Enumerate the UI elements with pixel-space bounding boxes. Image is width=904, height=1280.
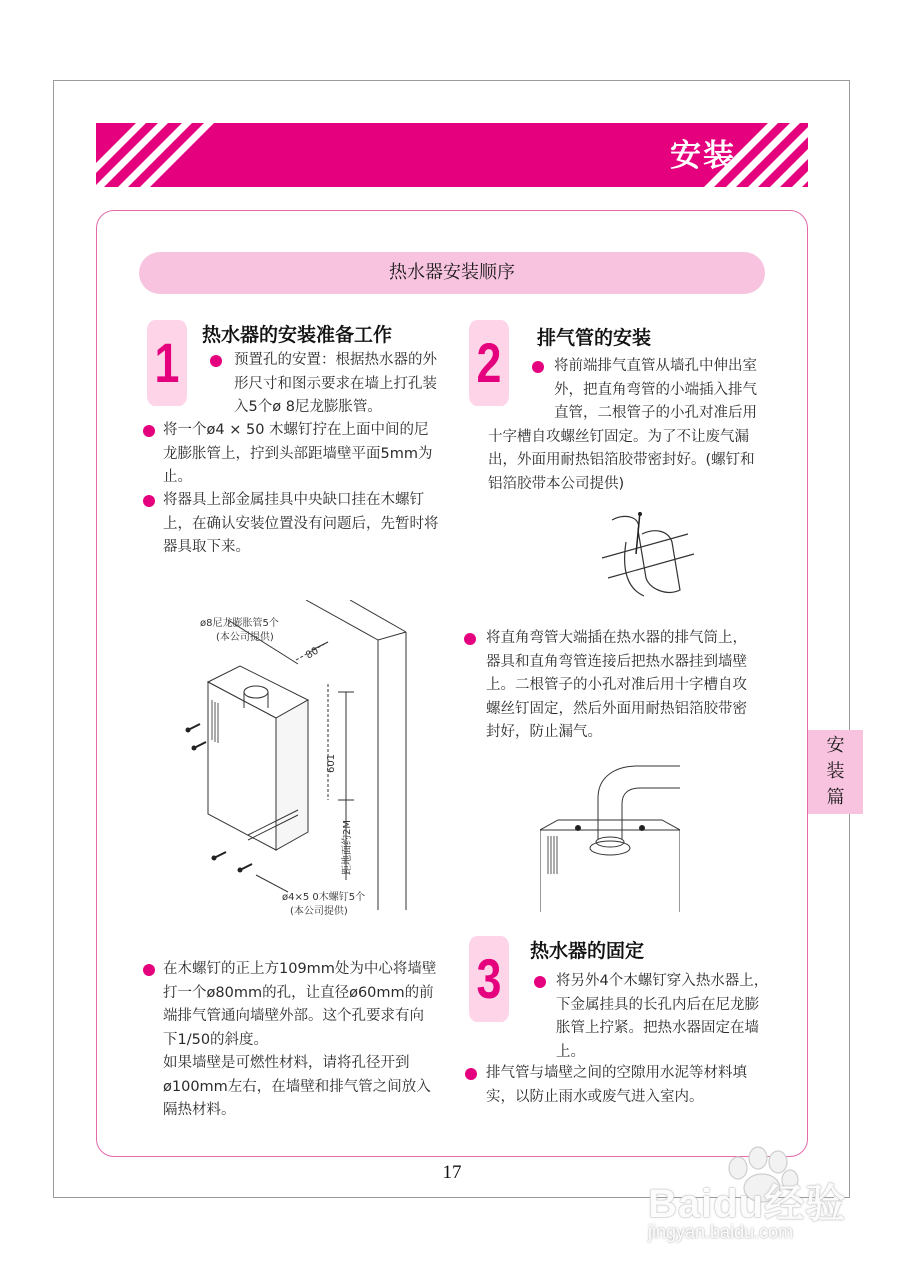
diagram-dim-601: 601 xyxy=(326,753,338,774)
pipe-tape-diagram xyxy=(598,508,698,604)
watermark-url: jingyan.baidu.com xyxy=(648,1222,794,1242)
heater-elbow-diagram xyxy=(540,762,680,912)
step-3-title: 热水器的固定 xyxy=(530,940,645,962)
diagram-label-anchors-note: (本公司提供) xyxy=(216,632,274,643)
diagram-dim-80: 80 xyxy=(304,645,321,662)
side-tab-char: 篇 xyxy=(826,787,845,808)
bullet-icon xyxy=(143,495,155,507)
bullet-icon xyxy=(210,355,222,367)
step-2-bullet-2: 将直角弯管大端插在热水器的排气筒上， 器具和直角弯管连接后把热水器挂到墙壁 上。二根管子的小孔对准后用十字槽自攻 螺丝钉固定，然后外面用耐热铝箔胶带密 封好，防止漏气。 xyxy=(486,630,747,740)
step-1-hole-instructions: 在木螺钉的正上方109mm处为中心将墙壁 打一个ø80mm的孔，让直径ø60mm的前 端排气管通向墙壁外部。这个孔要求有向 下1/50的斜度。 如果墙壁是可燃性材料，请将孔径开到 ø100mm左右，在墙壁和排气管之间放入 隔热材料。 xyxy=(163,961,437,1118)
installation-diagram xyxy=(178,600,418,910)
header-title: 安装 xyxy=(670,138,736,174)
side-tab-char: 安 xyxy=(826,735,845,756)
section-title: 热水器安装顺序 xyxy=(139,252,765,294)
side-tab-install[interactable] xyxy=(808,730,863,814)
bullet-icon xyxy=(143,425,155,437)
watermark-brand: Baidu经验 xyxy=(648,1182,847,1226)
step-2-badge: 2 xyxy=(469,320,509,406)
step-1-title: 热水器的安装准备工作 xyxy=(202,324,393,346)
step-3-bullet-2: 排气管与墙壁之间的空隙用水泥等材料填 实，以防止雨水或废气进入室内。 xyxy=(486,1065,747,1105)
step-1-bullet-3: 将器具上部金属挂具中央缺口挂在木螺钉 上，在确认安装位置没有问题后，先暂时将 器具取下来。 xyxy=(163,492,439,555)
step-1-bullet-1: 预置孔的安置：根据热水器的外 形尺寸和图示要求在墙上打孔装 入5个ø 8尼龙膨胀管。 xyxy=(234,352,437,415)
bullet-icon xyxy=(465,1068,477,1080)
bullet-icon xyxy=(143,964,155,976)
side-tab-char: 装 xyxy=(826,761,845,782)
bullet-icon xyxy=(464,633,476,645)
bullet-icon xyxy=(534,976,546,988)
step-2-title: 排气管的安装 xyxy=(537,327,652,349)
diagram-dim-floor: 距地面约2M xyxy=(342,820,353,875)
page-number: 17 xyxy=(442,1162,462,1183)
step-2-bullet-1: 将前端排气直管从墙孔中伸出室 外，把直角弯管的小端插入排气 直管，二根管子的小孔对准后用 十字槽自攻螺丝钉固定。为了不让废气漏 出，外面用耐热铝箔胶带密封好。(螺钉和 铝箔胶带本公司提供) xyxy=(488,358,757,492)
step-1-badge: 1 xyxy=(147,320,187,406)
diagram-label-screws: ø4×5 0木螺钉5个 xyxy=(282,892,366,903)
step-1-bullet-2: 将一个ø4 × 50 木螺钉拧在上面中间的尼 龙膨胀管上，拧到头部距墙壁平面5mm为 止。 xyxy=(163,422,433,485)
diagram-label-screws-note: (本公司提供) xyxy=(290,906,348,917)
diagram-label-anchors: ø8尼龙膨胀管5个 xyxy=(200,618,279,629)
step-3-bullet-1: 将另外4个木螺钉穿入热水器上， 下金属挂具的长孔内后在尼龙膨 胀管上拧紧。把热水器固定在墙 上。 xyxy=(556,973,769,1060)
step-3-badge: 3 xyxy=(469,936,509,1022)
